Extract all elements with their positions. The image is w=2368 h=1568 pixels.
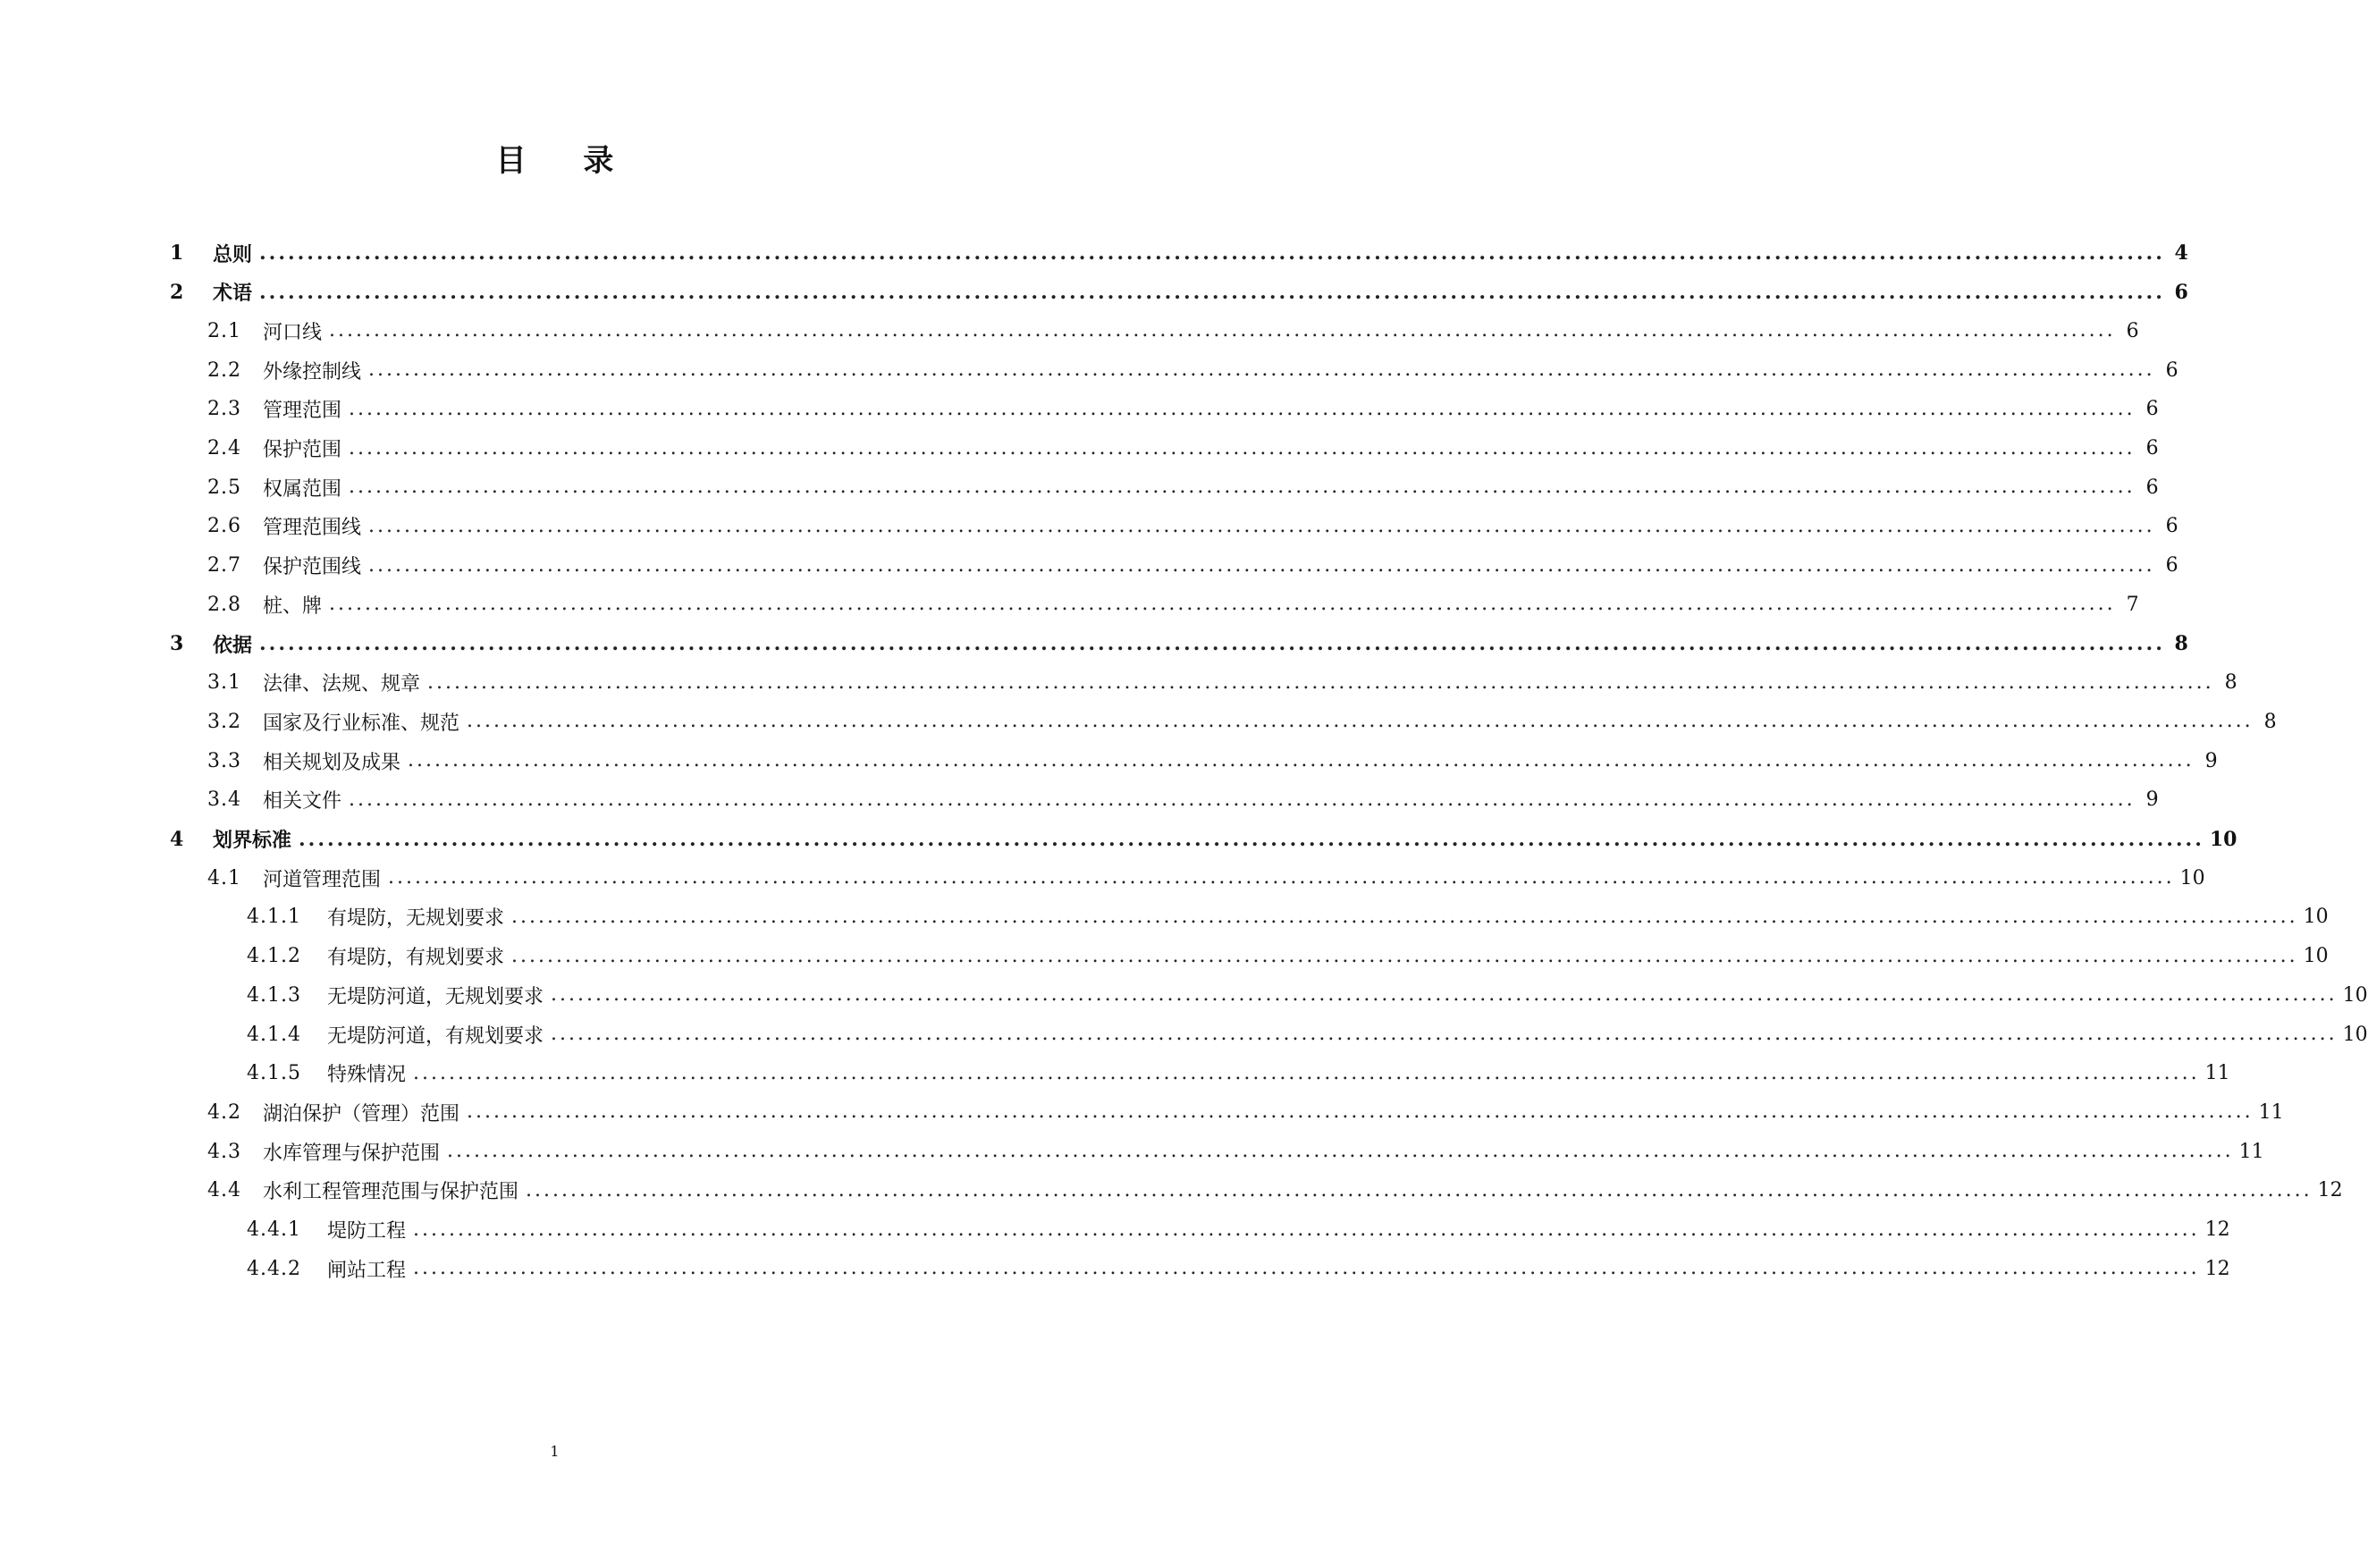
toc-entry[interactable] [207,1173,2343,1209]
toc-entry-page: 7 [2126,593,2139,616]
toc-entry[interactable] [207,1094,2284,1130]
toc-dot-leader: ........................................................................................................................................................................................................ [511,905,2298,928]
toc-entry-title: 湖泊保护（管理）范围 [263,1102,460,1125]
toc-entry[interactable] [207,860,2205,896]
toc-entry-title: 特殊情况 [327,1064,407,1087]
toc-entry-page: 12 [2204,1257,2230,1280]
toc-dot-leader: ........................................................................................................................................................................................................ [368,358,2155,382]
toc-entry-page: 10 [2209,827,2237,851]
toc-dot-leader: ........................................................................................................................................................................................................ [349,436,2136,459]
toc-entry-title: 总则 [213,242,253,266]
toc-entry-number: 2.3 [207,398,241,421]
toc-entry[interactable] [207,469,2159,505]
toc-dot-leader: ........................................................................................................................................................................................................ [413,1218,2200,1241]
toc-entry-page: 6 [2145,398,2159,421]
toc-entry[interactable] [247,1016,2368,1052]
toc-entry-title: 管理范围线 [263,517,362,540]
toc-entry-number: 4.1.1 [247,906,301,929]
toc-entry[interactable] [207,431,2159,467]
toc-entry-number: 4.1.4 [247,1023,301,1046]
toc-entry-number: 2.5 [207,476,241,499]
toc-entry-page: 10 [2179,866,2205,889]
toc-dot-leader: ........................................................................................................................................................................................................ [408,749,2195,772]
toc-entry[interactable] [207,704,2277,739]
toc-dot-leader: ........................................................................................................................................................................................................ [259,632,2165,655]
toc-entry-number: 4.1.5 [247,1062,301,1085]
toc-dot-leader: ........................................................................................................................................................................................................ [259,241,2165,265]
toc-dot-leader: ........................................................................................................................................................................................................ [413,1257,2200,1280]
toc-entry-number: 2.2 [207,358,241,382]
toc-entry-page: 12 [2204,1218,2230,1241]
toc-entry-page: 8 [2224,671,2237,695]
toc-entry-number: 4.4.1 [247,1218,301,1241]
toc-dot-leader: ........................................................................................................................................................................................................ [329,319,2116,342]
toc-entry-page: 8 [2263,710,2277,733]
toc-dot-leader: ........................................................................................................................................................................................................ [427,670,2214,694]
toc-entry-number: 3 [170,632,184,655]
toc-entry[interactable] [207,352,2178,388]
toc-entry[interactable] [207,392,2159,427]
toc-entry-page: 10 [2303,906,2329,929]
toc-dot-leader: ........................................................................................................................................................................................................ [388,866,2175,889]
toc-entry-title: 堤防工程 [327,1220,407,1243]
toc-entry[interactable] [207,743,2218,779]
toc-entry-title: 水利工程管理范围与保护范围 [263,1181,519,1204]
toc-entry-number: 4.4.2 [247,1257,301,1280]
page-number: 1 [550,1443,560,1460]
toc-entry-page: 8 [2174,632,2188,655]
toc-entry-number: 1 [170,241,184,265]
toc-dot-leader: ........................................................................................................................................................................................................ [526,1178,2313,1201]
toc-entry-title: 水库管理与保护范围 [263,1142,441,1165]
toc-entry-title: 保护范围 [263,439,342,461]
toc-entry-page: 4 [2174,241,2188,265]
toc-entry-number: 4.4 [207,1179,241,1202]
toc-entry-number: 3.4 [207,788,241,812]
toc-entry-page: 9 [2145,788,2159,812]
toc-entry-title: 管理范围 [263,400,342,423]
toc-entry[interactable] [207,586,2139,622]
toc-entry[interactable] [247,977,2368,1013]
toc-entry-number: 2.6 [207,515,241,538]
toc-entry[interactable] [247,1212,2230,1248]
toc-entry-title: 术语 [213,282,253,306]
toc-entry-number: 3.1 [207,671,241,695]
toc-entry[interactable] [207,548,2178,584]
toc-entry-number: 2.1 [207,319,241,342]
toc-entry-title: 国家及行业标准、规范 [263,712,460,735]
toc-entry-number: 4.2 [207,1100,241,1124]
toc-entry[interactable] [247,1251,2230,1286]
toc-entry-title: 无堤防河道，无规划要求 [327,985,544,1008]
toc-entry-title: 河口线 [263,321,323,344]
toc-entry-title: 河道管理范围 [263,868,382,891]
toc-entry-title: 无堤防河道，有规划要求 [327,1024,544,1048]
toc-entry-number: 4 [170,827,184,851]
toc-entry-page: 6 [2174,280,2188,304]
toc-dot-leader: ........................................................................................................................................................................................................ [467,710,2254,733]
page-title: 目 录 [495,143,637,179]
toc-dot-leader: ........................................................................................................................................................................................................ [349,788,2136,811]
toc-dot-leader: ........................................................................................................................................................................................................ [259,280,2165,304]
toc-entry[interactable] [207,313,2139,349]
toc-entry-title: 桩、牌 [263,594,323,618]
toc-entry-title: 划界标准 [213,829,292,852]
toc-entry-page: 6 [2165,515,2178,538]
toc-entry[interactable] [247,939,2329,974]
toc-entry-page: 11 [2204,1062,2230,1085]
toc-entry-title: 外缘控制线 [263,360,362,384]
toc-dot-leader: ........................................................................................................................................................................................................ [551,1023,2338,1045]
toc-entry-number: 3.3 [207,749,241,772]
toc-dot-leader: ........................................................................................................................................................................................................ [368,514,2155,537]
toc-entry[interactable] [207,1134,2264,1169]
toc-entry[interactable] [247,899,2329,935]
toc-entry-title: 相关文件 [263,790,342,814]
toc-entry-number: 2 [170,280,184,304]
toc-entry[interactable] [170,626,2188,662]
toc-entry-title: 法律、法规、规章 [263,673,421,696]
toc-entry-title: 闸站工程 [327,1259,407,1282]
toc-dot-leader: ........................................................................................................................................................................................................ [349,476,2136,499]
toc-entry[interactable] [247,1056,2230,1092]
toc-entry-title: 依据 [213,633,253,657]
toc-dot-leader: ........................................................................................................................................................................................................ [329,593,2116,616]
toc-entry-number: 4.1.3 [247,983,301,1007]
toc-entry[interactable] [207,509,2178,544]
toc-entry[interactable] [170,822,2237,857]
toc-dot-leader: ........................................................................................................................................................................................................ [413,1061,2200,1084]
toc-dot-leader: ........................................................................................................................................................................................................ [299,827,2204,851]
toc-entry-page: 10 [2303,945,2329,968]
toc-entry-page: 11 [2238,1140,2264,1163]
toc-entry[interactable] [170,274,2188,310]
toc-entry-page: 10 [2342,983,2368,1007]
toc-dot-leader: ........................................................................................................................................................................................................ [511,944,2298,967]
toc-entry-title: 有堤防，无规划要求 [327,907,505,931]
toc-dot-leader: ........................................................................................................................................................................................................ [349,397,2136,420]
toc-entry-page: 6 [2165,358,2178,382]
toc-entry[interactable] [207,782,2159,818]
toc-entry[interactable] [170,235,2188,271]
toc-entry-number: 4.1.2 [247,945,301,968]
toc-entry-page: 10 [2342,1023,2368,1046]
toc-entry-page: 6 [2145,437,2159,459]
toc-entry-page: 6 [2126,319,2139,342]
toc-entry-number: 3.2 [207,710,241,733]
toc-dot-leader: ........................................................................................................................................................................................................ [551,983,2338,1007]
toc-entry-page: 12 [2317,1179,2343,1202]
toc-entry-number: 2.7 [207,554,241,577]
toc-entry[interactable] [207,665,2237,701]
toc-dot-leader: ........................................................................................................................................................................................................ [368,553,2155,577]
toc-entry-page: 6 [2145,476,2159,499]
toc-entry-page: 9 [2204,749,2218,772]
toc-entry-title: 权属范围 [263,477,342,501]
toc-dot-leader: ........................................................................................................................................................................................................ [447,1140,2234,1163]
toc-entry-title: 有堤防，有规划要求 [327,947,505,970]
toc-entry-page: 11 [2258,1100,2284,1124]
toc-entry-page: 6 [2165,554,2178,577]
toc-entry-number: 2.8 [207,593,241,616]
toc-dot-leader: ........................................................................................................................................................................................................ [467,1100,2254,1124]
toc-entry-number: 4.1 [207,866,241,889]
toc-entry-number: 2.4 [207,437,241,459]
toc-entry-number: 4.3 [207,1140,241,1163]
toc-entry-title: 相关规划及成果 [263,751,401,774]
toc-entry-title: 保护范围线 [263,556,362,579]
